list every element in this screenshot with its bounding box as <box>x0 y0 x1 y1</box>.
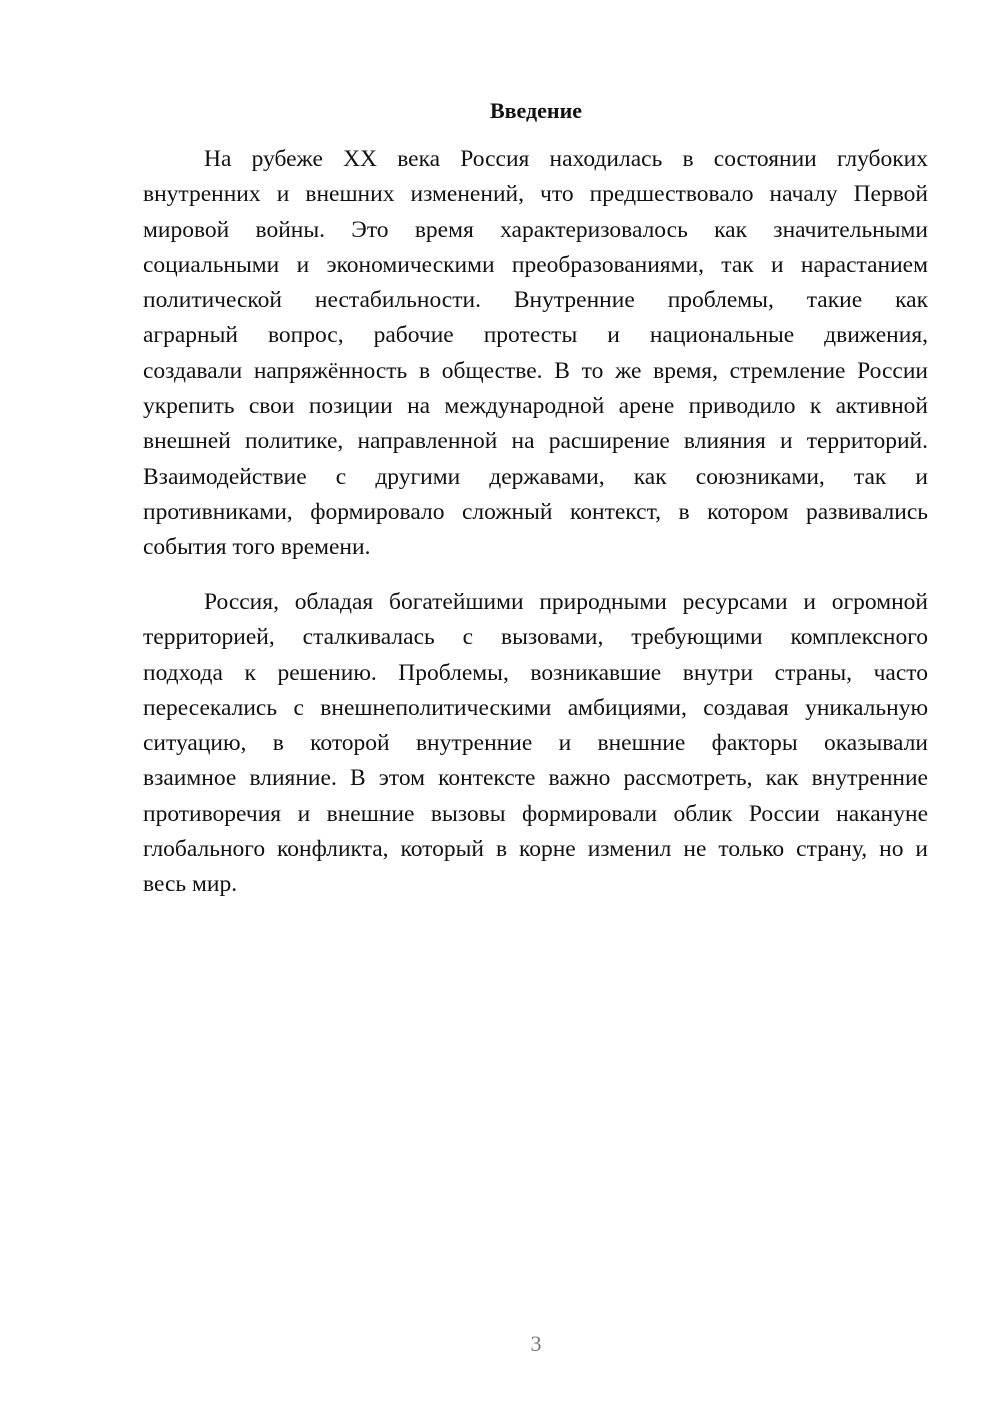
paragraph-1 <box>143 142 928 566</box>
paragraph-line: создавали напряжённость в обществе. В то же время, стремление России <box>143 357 928 384</box>
paragraph-line: внутренних и внешних изменений, что предшествовало началу Первой <box>143 181 928 208</box>
paragraph-line: политической нестабильности. Внутренние проблемы, такие как <box>143 287 928 314</box>
paragraph-line: внешней политике, направленной на расширение влияния и территорий. <box>143 428 928 455</box>
page-number: 3 <box>530 1331 542 1356</box>
paragraph-line: противоречия и внешние вызовы формировали облик России накануне <box>143 800 928 827</box>
paragraph-line: территорией, сталкивалась с вызовами, требующими комплексного <box>143 624 928 651</box>
paragraph-line: Россия, обладая богатейшими природными ресурсами и огромной <box>204 589 928 615</box>
paragraph-2 <box>143 585 928 903</box>
paragraph-line: противниками, формировало сложный контекст, в котором развивались <box>143 498 928 525</box>
paragraph-line: весь мир. <box>143 871 238 898</box>
page-title: Введение <box>489 98 583 123</box>
paragraph-line: укрепить свои позиции на международной арене приводило к активной <box>143 393 928 420</box>
paragraph-line: подхода к решению. Проблемы, возникавшие внутри страны, часто <box>143 659 928 686</box>
paragraph-line: На рубеже XX века Россия находилась в состоянии глубоких <box>204 146 928 172</box>
paragraph-line: мировой войны. Это время характеризовалось как значительными <box>143 216 928 243</box>
paragraph-line: взаимное влияние. В этом контексте важно рассмотреть, как внутренние <box>143 765 928 792</box>
paragraph-line: ситуацию, в которой внутренние и внешние факторы оказывали <box>143 730 928 757</box>
paragraph-line: пересекались с внешнеполитическими амбициями, создавая уникальную <box>143 694 928 721</box>
paragraph-line: события того времени. <box>143 534 371 561</box>
paragraph-line: глобального конфликта, который в корне изменил не только страну, но и <box>143 836 928 863</box>
paragraph-line: Взаимодействие с другими державами, как союзниками, так и <box>143 463 928 490</box>
paragraph-line: аграрный вопрос, рабочие протесты и национальные движения, <box>143 322 928 349</box>
paragraph-line: социальными и экономическими преобразованиями, так и нарастанием <box>143 251 928 278</box>
